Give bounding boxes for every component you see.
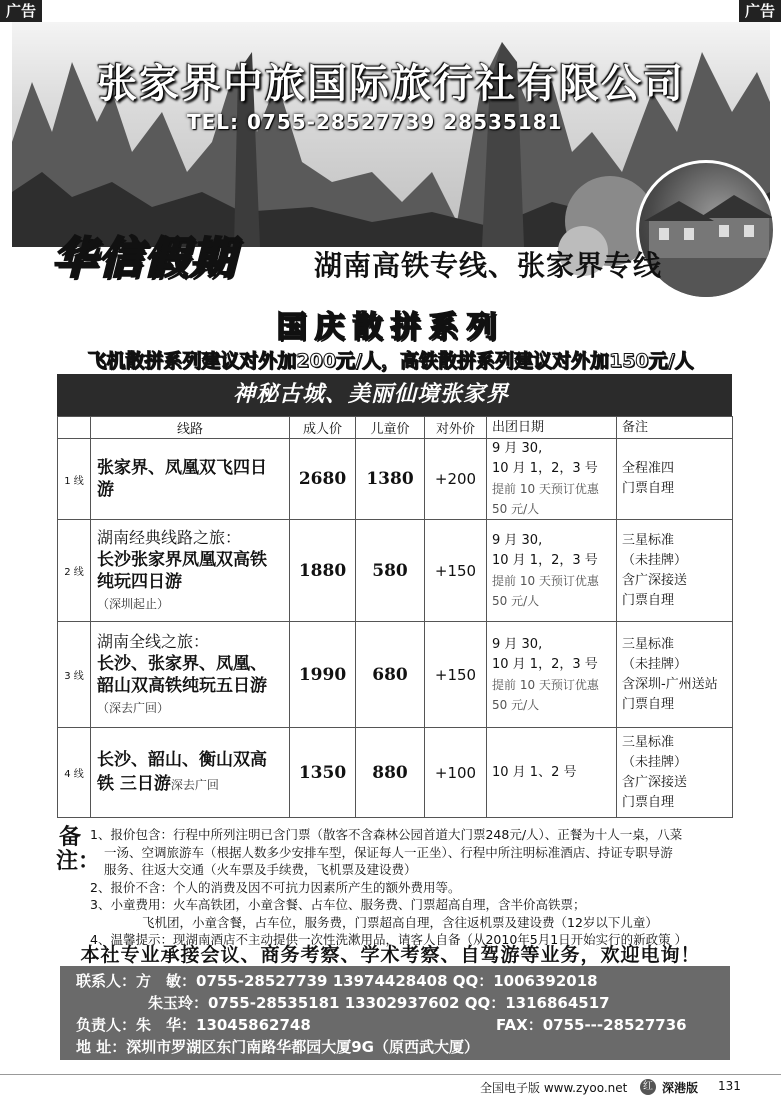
note-line: （未挂牌）: [622, 656, 688, 672]
external-price: +200: [425, 439, 487, 520]
brand-subtitle: 湖南高铁专线、张家界专线: [314, 249, 663, 282]
date-line: 10 月 1，2，3 号: [492, 552, 598, 568]
ad-label-left: 广告: [0, 0, 42, 22]
series-title: 国庆散拼系列: [276, 310, 505, 345]
date-line: 10 月 1、2 号: [492, 764, 577, 780]
footer-website: 全国电子版 www.zyoo.net: [480, 1081, 628, 1095]
route-main: 长沙张家界凤凰双高铁纯玩四日游: [97, 549, 267, 592]
note-line: 三星标准: [622, 734, 675, 750]
route-cell: [91, 439, 290, 520]
route-number: 4 线: [58, 728, 91, 818]
table-row: [58, 622, 733, 728]
external-price: +150: [425, 622, 487, 728]
route-intro: 湖南全线之旅：: [97, 631, 210, 651]
date-discount: 提前 10 天预订优惠: [492, 677, 599, 692]
adult-price: 1350: [290, 728, 356, 818]
footer-logo-icon: 红: [640, 1079, 656, 1095]
external-price: +100: [425, 728, 487, 818]
route-tail: 深去广回: [170, 777, 219, 792]
remark-line: 2、报价不含：个人的消费及因不可抗力因素所产生的额外费用等。: [90, 879, 461, 895]
table-banner: 神秘古城、美丽仙境张家界: [57, 374, 732, 416]
header-number: [58, 417, 91, 439]
route-intro: 湖南经典线路之旅：: [97, 527, 242, 547]
header-adult-price: 成人价: [290, 417, 356, 439]
remark-line: 服务、往返大交通（火车票及手续费，飞机票及建设费）: [104, 862, 417, 877]
route-cell: [91, 520, 290, 622]
child-price: 880: [356, 728, 425, 818]
remark-line: 飞机团，小童含餐，占车位，服务费，门票超高自理，含往返机票及建设费（12岁以下儿童）: [142, 914, 658, 930]
header-route: 线路: [91, 417, 290, 439]
contact-address: 地 址：深圳市罗湖区东门南路华都园大厦9G（原西武大厦）: [76, 1038, 479, 1056]
route-extra: （深去广回）: [97, 700, 170, 715]
note-line: 含深圳-广州送站: [622, 676, 718, 692]
date-line: 10 月 1，2，3 号: [492, 656, 598, 672]
date-line: 9 月 30,: [492, 636, 543, 652]
adult-price: 2680: [290, 439, 356, 520]
footer-edition: 深港版: [662, 1081, 699, 1095]
company-telephone: TEL: 0755-28527739 28535181: [187, 110, 563, 134]
table-header-row: [58, 417, 733, 439]
contact-box: [60, 966, 730, 1060]
contact-line-2: 朱玉玲：0755-28535181 13302937602 QQ：1316864517: [148, 994, 610, 1012]
date-discount-amount: 50 元/人: [492, 502, 540, 516]
remark-line: 3、小童费用：火车高铁团，小童含餐、占车位、服务费、门票超高自理，含半价高铁票；: [90, 897, 586, 912]
row-notes: [617, 439, 733, 520]
remark-line: 4、温馨提示：现湖南酒店不主动提供一次性洗漱用品，请客人自备（从2010年5月1日开始实行的新政策 ）: [90, 932, 688, 947]
route-number: 1 线: [58, 439, 91, 520]
child-price: 580: [356, 520, 425, 622]
business-statement: 本社专业承接会议、商务考察、学术考察、自驾游等业务，欢迎电询！: [80, 944, 701, 966]
departure-dates: [487, 520, 617, 622]
date-discount-amount: 50 元/人: [492, 593, 540, 608]
note-line: 三星标准: [622, 636, 675, 652]
date-line: 10 月 1，2，3 号: [492, 461, 598, 476]
note-line: 门票自理: [622, 794, 675, 810]
note-line: 含广深接送: [622, 572, 688, 588]
page-footer: [0, 1074, 781, 1100]
date-line: 9 月 30,: [492, 532, 543, 548]
departure-dates: [487, 622, 617, 728]
note-line: （未挂牌）: [622, 552, 688, 568]
table-row: [58, 520, 733, 622]
remarks-list: [90, 826, 740, 949]
header-departure-dates: 出团日期: [487, 417, 617, 439]
departure-dates: [487, 439, 617, 520]
note-line: 门票自理: [622, 696, 675, 712]
note-line: 含广深接送: [622, 774, 688, 790]
remarks-label: 备注：: [56, 825, 101, 874]
route-number: 2 线: [58, 520, 91, 622]
date-discount-amount: 50 元/人: [492, 697, 540, 712]
contact-fax: FAX：0755---28527736: [496, 1016, 687, 1034]
note-line: 三星标准: [622, 532, 675, 548]
header-child-price: 儿童价: [356, 417, 425, 439]
row-notes: [617, 520, 733, 622]
route-main: 长沙、韶山、衡山双高铁 三日游: [97, 749, 267, 794]
date-discount: 提前 10 天预订优惠: [492, 482, 599, 496]
table-row: [58, 728, 733, 818]
route-cell: [91, 622, 290, 728]
route-cell: [91, 728, 290, 818]
row-notes: [617, 728, 733, 818]
company-name: 张家界中旅国际旅行社有限公司: [97, 61, 685, 107]
adult-price: 1990: [290, 622, 356, 728]
brand-logo-text: 华信假期: [52, 233, 236, 284]
header-external-price: 对外价: [425, 417, 487, 439]
pricing-notice: 飞机散拼系列建议对外加200元/人，高铁散拼系列建议对外加150元/人: [87, 350, 694, 372]
contact-line-1: 联系人：方 敏：0755-28527739 13974428408 QQ：1006392018: [76, 972, 598, 990]
route-main: 长沙、张家界、凤凰、韶山双高铁纯玩五日游: [97, 653, 267, 696]
remark-line: 1、报价包含：行程中所列注明已含门票（散客不含森林公园首道大门票248元/人）、正餐为十人一桌，八菜: [90, 827, 683, 842]
page-number: 131: [718, 1079, 741, 1093]
route-main: 张家界、凤凰双飞四日游: [97, 458, 267, 500]
adult-price: 1880: [290, 520, 356, 622]
table-row: [58, 439, 733, 520]
note-line: 门票自理: [622, 592, 675, 608]
header-notes: 备注: [617, 417, 733, 439]
external-price: +150: [425, 520, 487, 622]
ad-label-right: 广告: [739, 0, 781, 22]
note-line: （未挂牌）: [622, 754, 688, 770]
date-discount: 提前 10 天预订优惠: [492, 573, 599, 588]
remark-line: 一汤、空调旅游车（根据人数多少安排车型，保证每人一正坐）、行程中所注明标准酒店、持证专职导游: [104, 844, 673, 860]
route-extra: （深圳起止）: [97, 596, 170, 611]
note-line: 全程准四: [622, 461, 675, 476]
route-number: 3 线: [58, 622, 91, 728]
child-price: 680: [356, 622, 425, 728]
departure-dates: [487, 728, 617, 818]
contact-manager: 负责人：朱 华：13045862748: [76, 1016, 311, 1034]
child-price: 1380: [356, 439, 425, 520]
tour-price-table: [57, 374, 732, 818]
row-notes: [617, 622, 733, 728]
date-line: 9 月 30,: [492, 441, 543, 456]
note-line: 门票自理: [622, 481, 675, 496]
